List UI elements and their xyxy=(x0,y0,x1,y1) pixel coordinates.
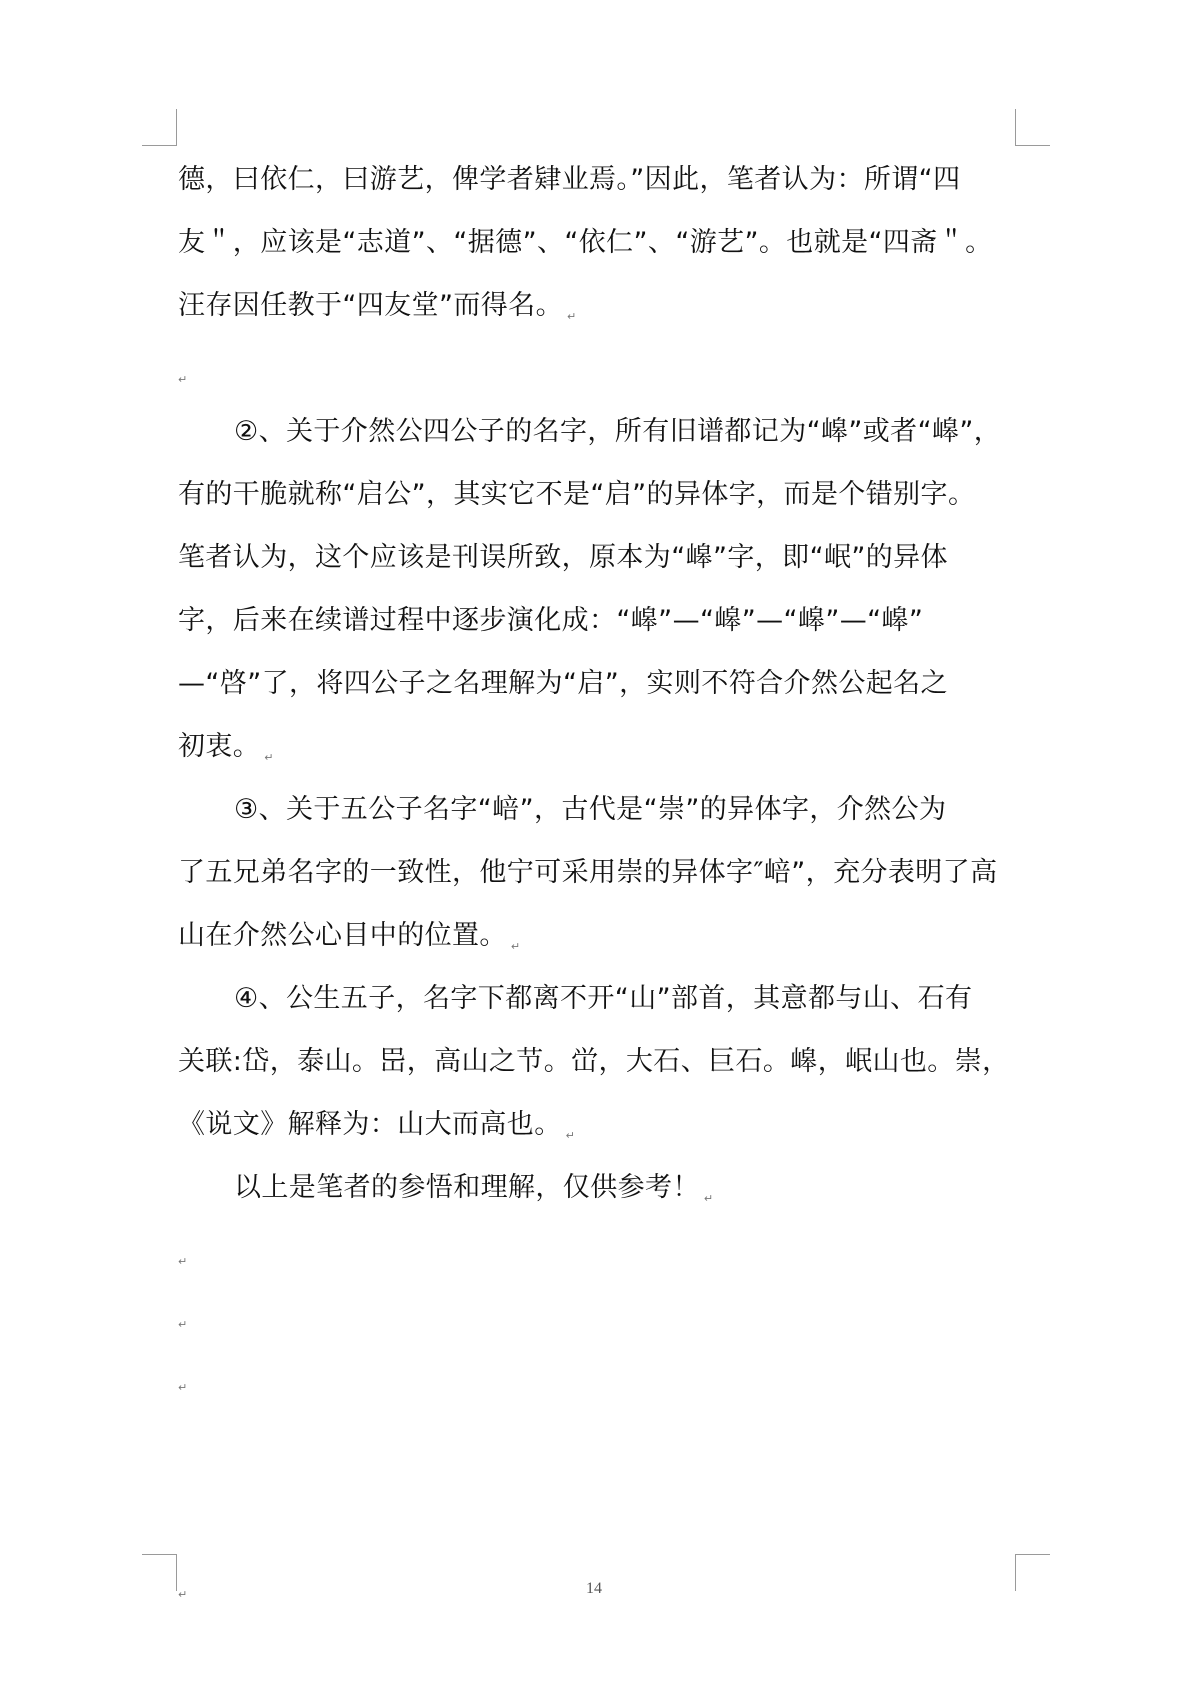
paragraph-mark-icon: ↵ xyxy=(264,751,274,764)
paragraph-mark-icon: ↵ xyxy=(178,1381,188,1394)
document-body[interactable] xyxy=(178,148,1018,1408)
page-number: 14 xyxy=(586,1580,602,1597)
paragraph-mark-icon: ↵ xyxy=(178,1588,188,1601)
paragraph-mark-icon: ↵ xyxy=(178,1255,188,1268)
paragraph-mark-icon: ↵ xyxy=(510,940,521,953)
margin-corner-top-right xyxy=(1015,109,1050,146)
text-line: 关联:岱，泰山。岊，高山之节。峃，大石、巨石。㟸，岷山也。崇， xyxy=(178,1046,1010,1077)
empty-paragraph xyxy=(178,1282,1018,1345)
margin-corner-top-left xyxy=(142,109,177,146)
text-line: ④、公生五子，名字下都离不开“山”部首，其意都与山、石有 xyxy=(234,983,973,1014)
paragraph-mark-icon: ↵ xyxy=(566,310,577,323)
text-line: 《说文》解释为：山大而高也。 ↵ xyxy=(178,1109,576,1142)
text-line: ②、关于介然公四公子的名字，所有旧谱都记为“㟸”或者“㟸”， xyxy=(234,416,1002,447)
text-line: 山在介然公心目中的位置。 ↵ xyxy=(178,920,521,953)
text-line: ③、关于五公子名字“㟝”，古代是“崇”的异体字，介然公为 xyxy=(234,794,947,825)
paragraph-mark-icon: ↵ xyxy=(703,1192,714,1205)
text-line: 友＂，应该是“志道”、“据德”、“依仁”、“游艺”。也就是“四斋＂。 xyxy=(178,227,993,258)
text-line: 有的干脆就称“启公”，其实它不是“启”的异体字，而是个错别字。 xyxy=(178,479,976,510)
text-line: —“啓”了，将四公子之名理解为“启”，实则不符合介然公起名之 xyxy=(178,668,948,699)
empty-paragraph xyxy=(178,337,1018,400)
text-line: 以上是笔者的参悟和理解，仅供参考！ ↵ xyxy=(234,1172,714,1205)
text-line: 德，曰依仁，曰游艺，俾学者肄业焉。”因此，笔者认为：所谓“四 xyxy=(178,164,961,195)
paragraph-mark-icon: ↵ xyxy=(565,1129,576,1142)
text-line: 初衷。 ↵ xyxy=(178,731,274,764)
text-line: 汪存因任教于“四友堂”而得名。 ↵ xyxy=(178,290,577,323)
text-line: 字，后来在续谱过程中逐步演化成：“㟸”—“㟸”—“㟸”—“㟸” xyxy=(178,605,924,636)
text-line: 笔者认为，这个应该是刊误所致，原本为“㟸”字，即“岷”的异体 xyxy=(178,542,948,573)
paragraph-mark-icon: ↵ xyxy=(178,373,188,386)
empty-paragraph xyxy=(178,1345,1018,1408)
empty-paragraph xyxy=(178,1219,1018,1282)
paragraph-mark-icon: ↵ xyxy=(178,1318,188,1331)
text-line: 了五兄弟名字的一致性，他宁可采用崇的异体字″㟝”，充分表明了高 xyxy=(178,857,998,888)
